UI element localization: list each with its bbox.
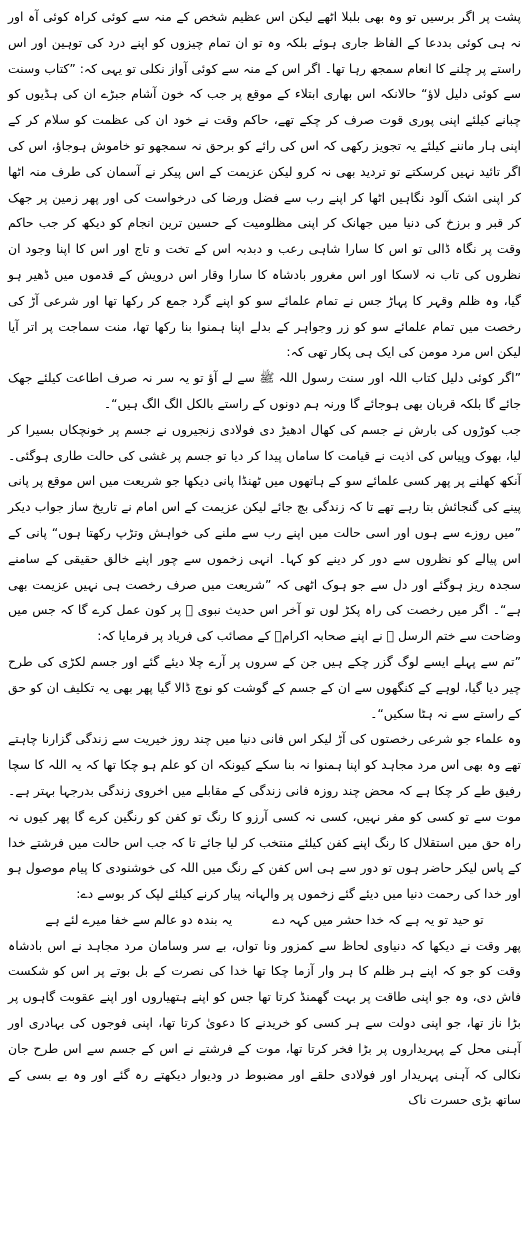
quote-paragraph-2: ”تم سے پہلے ایسے لوگ گزر چکے ہیں جن کے سروں پر آرے چلا دیئے گئے اور جسم لکڑی کی طرح چیر دیا گیا، لوہے کے کنگھوں سے ان کے جسم کے گوشت کو نوچ ڈالا گیا پھر بھی یہ تکلیف ان کو حق کے راستے سے نہ ہٹا سکیں“۔ [8,653,521,721]
paragraph-2: جب کوڑوں کی بارش نے جسم کی کھال ادھیڑ دی فولادی زنجیروں نے جسم پر خونچکاں بسیرا کر لیا، بھوک وپیاس کی اذیت نے قیامت کا ساماں پیدا کر دیا تو جسم پر غشی کی حالت طاری ہوگئی۔ آنکھ کھلنے پر پھر کسی علمائے سو کے ہاتھوں میں ٹھنڈا پانی دیکھا جو شریعت میں اس موقع پر پانی پینے کی گنجائش بتا رہے تھے تا کہ زندگی بچ جائے لیکن عزیمت کے اس امام نے تاریخ ساز جواب دیکر ”میں روزے سے ہوں اور اسی حالت میں اپنے رب سے ملنے کی خواہش وتڑپ رکھتا ہوں“ پانی کے اس پیالے کو نظروں سے دور کر دینے کو کہا۔ انہی زخموں سے چور اپنے خالق حقیقی کے سامنے سجدہ ریز ہوگئے اور دل سے جو ہوک اٹھی کہ ”شریعت میں صرف رخصت ہی نہیں عزیمت بھی ہے“۔ اگر میں رخصت کی راہ پکڑ لوں تو آخر اس حدیث نبوی ﷺ پر کون عمل کرے گا کہ جس میں وضاحت سے ختم الرسل ﷺ نے اپنے صحابہ اکرامؓ کے مصائب کی فریاد پر فرمایا کہ: [8,421,521,644]
closing-paragraph: پھر وقت نے دیکھا کہ دنیاوی لحاظ سے کمزور ونا تواں، بے سر وسامان مرد مجاہد نے اس بادشاہ وقت کو جو کہ اپنے ہر ظلم کا ہر وار آزما چکا تھا خدا کی نصرت کے بل بوتے پر اس کو شکست فاش دی، وہ جو اپنی طاقت پر بہت گھمنڈ کرتا تھا جس کو اپنے ہتھیاروں اور اپنے عقوبت گاہوں پر بڑا ناز تھا، جو اپنی دولت سے ہر کسی کو خریدنے کا دعویٰ کرتا تھا، اپنی فوجوں کی بہادری اور آہنی محل کے پہریداروں پر بڑا فخر کرتا تھا، موت کے فرشتے نے اس کے جسم سے اس طرح جان نکالی کہ آہنی پہریدار اور فولادی حلقے اور مضبوط در ودیوار دیکھتے رہ گئے اور وہ بے بسی کے ساتھ بڑی حسرت ناک [8,937,521,1108]
verse-couplet [8,907,521,933]
verse-second-line: یہ بندہ دو عالم سے خفا میرے لئے ہے [45,911,233,927]
paragraph-3: وہ علماء جو شرعی رخصتوں کی آڑ لیکر اس فانی دنیا میں چند روز خیریت سے زندگی گزارنا چاہتے تھے وہ بھی اس مرد مجاہد کو اپنا ہمنوا نہ بنا سکے کیونکہ ان کو علم ہو چکا تھا کہ یہ اللہ کا سچا رفیق طے کر چکا ہے کہ محض چند روزہ فانی زندگی کے مقابلے میں اخروی زندگی بدرجہا بہتر ہے۔ موت سے تو کسی کو مفر نہیں، کسی نہ کسی آرزو کا رنگ تو کفن کو رنگین کرے گا پھر کیوں نہ راہ حق میں استقلال کا رنگ اپنے کفن کیلئے منتخب کر لیا جائے تا کہ جب اس حالت میں فرشتے خدا کے پاس لیکر حاضر ہوں تو دور سے ہی اس کفن کے رنگ میں اللہ کی خوشنودی کا پیام موصول ہو اور خدا کی رحمت دنیا میں دیئے گئے زخموں پر والہانہ پیار کرنے کیلئے لپک کر بوسے دے: [8,731,521,902]
quote-paragraph-1: ”اگر کوئی دلیل کتاب اللہ اور سنت رسول اللہ ﷺ سے لے آؤ تو یہ سر نہ صرف اطاعت کیلئے جھک جائے گا بلکہ قربان بھی ہوجائے گا ورنہ ہم دونوں کے راستے بالکل الگ الگ ہیں“۔ [8,370,521,411]
paragraph-1: پشت پر اگر برسیں تو وہ بھی بلبلا اٹھے لیکن اس عظیم شخص کے منہ سے کوئی کراہ کوئی آہ اور نہ ہی کوئی بددعا کے الفاظ جاری ہوئے بلکہ وہ تو ان تمام چیزوں کو اپنے درد کی توہین اور اس راستے پر چلنے کا انعام سمجھ رہا تھا۔ اگر اس کے منہ سے کوئی آواز نکلی تو یہی کہ: ”کتاب وسنت سے کوئی دلیل لاؤ“ حالانکہ اس بھاری ابتلاء کے موقع پر جب کہ خون آشام جبڑے ان کی ہڈیوں کو چبانے کیلئے اپنی پوری قوت صرف کر چکے تھے، حاکم وقت نے خود ان کی عظمت کو سلام کر کے اپنی ہار ماننے کیلئے یہ تجویز رکھی کہ اس کی رائے کو برحق نہ سمجھو تو خاموش ہوجاؤ، اس کی اگر تائید نہیں کرسکتے تو تردید بھی نہ کرو لیکن عزیمت کے اس پیکر نے آسمان کی طرف منہ اٹھا کر اپنی اشک آلود نگاہیں اٹھا کر اپنے رب سے فضل ورضا کی درخواست کی اور پھر زمین پر جھک کر قبر و برزخ کی دنیا میں جھانک کر اپنی مظلومیت کے حسین ترین انجام کو دیکھ کر جب حاکم وقت پر نگاہ ڈالی تو اس کا سارا شاہی رعب و دبدبہ اس کے تخت و تاج اور اس کا اپنا وجود ان نظروں کی تاب نہ لاسکا اور اس مغرور بادشاہ کا سارا وقار اس درویش کے قدموں میں ڈھیر ہو گیا، وہ ظلم وقہر کا پہاڑ جس نے تمام علمائے سو کو اپنے گرد جمع کر رکھا تھا اور شرعی آڑ کی رخصت میں تمام علمائے سو کو زر وجواہر کے بدلے اپنا ہمنوا بنا رکھا تھا، منت سماجت پر اتر آیا لیکن اس مرد مومن کی ایک ہی پکار تھی کہ: [8,9,521,360]
verse-first-line: تو حید تو یہ ہے کہ خدا حشر میں کہہ دے [272,911,484,927]
